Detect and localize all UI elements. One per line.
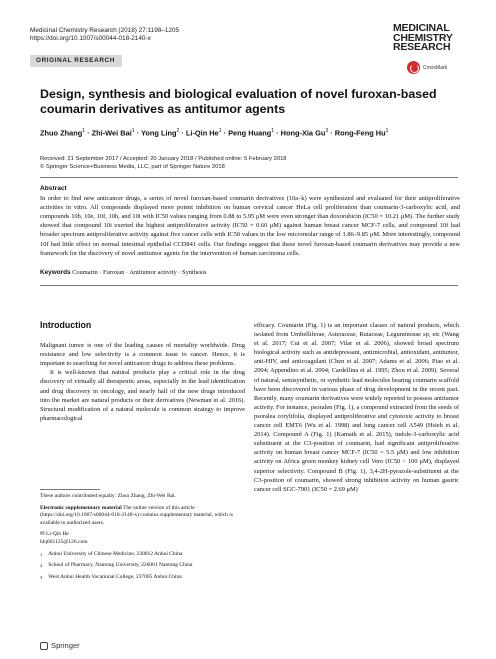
- esm-text: The online version of this article (https://doi.org/10.1007/s00044-018-2140-x) contains supplementary material, which is available to authorized users.: [40, 504, 233, 526]
- author-separator: ·: [221, 128, 229, 138]
- author-separator: ·: [85, 128, 92, 138]
- affiliation-number: 3: [40, 574, 43, 580]
- journal-header: [30, 27, 179, 43]
- abstract-section: [40, 184, 460, 258]
- logo-line: MEDICINAL: [393, 22, 450, 34]
- author-name: Peng Huang: [228, 128, 272, 138]
- contribution-note: These authors contributed equally: Zhuo Zhang, Zhi-Wei Bai.: [40, 493, 176, 499]
- affiliation-number: 2: [40, 563, 43, 569]
- corr-name: Li-Qin He: [45, 531, 69, 538]
- abstract-heading: Abstract: [40, 185, 67, 192]
- paragraph: It is well-known that natural products play a critical role in the drug discovery of virtually all therapeutic areas, especially in the lead identification and drug discovery in oncology, and nearly half of the new drugs introduced into the market are natural products or their derivatives (Newman et al. 2016). Structural modification of a natural molecule is common strategy to improve pharmacological: [40, 369, 245, 422]
- corresponding-author: [40, 531, 245, 546]
- affiliation-item: [40, 551, 245, 559]
- author-affiliation-mark: 1: [131, 128, 135, 134]
- footnotes: [40, 493, 245, 585]
- publication-dates: [40, 155, 460, 171]
- author-affiliation-mark: 1: [218, 128, 222, 134]
- paragraph: Malignant tumor is one of the leading causes of mortality worldwide. Drug resistance and low selectivity is a common issue to cancer. Hence, it is important to searching for novel anticancer drugs to address these problems.: [40, 342, 245, 368]
- dates-line: Received: 21 September 2017 / Accepted: 20 January 2018 / Published online: 5 February 2018: [40, 156, 287, 162]
- author-separator: ·: [179, 128, 186, 138]
- journal-citation: Medicinal Chemistry Research (2018) 27:1198–1205: [30, 27, 180, 34]
- author-affiliation-mark: 1: [385, 128, 389, 134]
- affiliation-item: [40, 562, 245, 570]
- publisher-logo: [40, 641, 80, 650]
- publisher-name: Springer: [51, 641, 80, 650]
- author-list: [40, 126, 460, 138]
- affiliation-number: 1: [40, 551, 43, 557]
- body-right-column: [254, 321, 459, 494]
- author-name: Hong-Xia Gu: [280, 128, 326, 138]
- esm-note: [40, 505, 245, 528]
- author-affiliation-mark: 1: [271, 128, 275, 134]
- divider: [40, 177, 458, 178]
- author-affiliation-mark: 2: [176, 128, 180, 134]
- crossmark-button[interactable]: [407, 61, 447, 74]
- body-left-column: [40, 321, 245, 423]
- section-heading: Introduction: [40, 320, 92, 330]
- author-separator: ·: [274, 128, 281, 138]
- author-name: Zhuo Zhang: [40, 128, 83, 138]
- abstract-text: In order to find new anticancer drugs, a series of novel furoxan-based coumarin derivatives (10a–k) were synthesized and evaluated for their antiproliferative activities in vitro. All compounds displayed more potent inhibition on human cervical cancer HeLa cell proliferation than coumarin-3-carboxylic acid, and compounds 10b, 10e, 10f, 10h, and 10i with IC50 values ranging from 0.88 to 5.95 μM were even stronger than doxorubicin (IC50 = 10.21 μM). The further study showed that compound 10i exerted the highest antiproliferative activity (IC50 = 0.60 μM) against human breast cancer MCF-7 cells, and compound 10f had broader spectrum antiproliferative activity against five cancer cells with IC50 values in the low micromolar range of 1.86–9.85 μM. More interestingly, compound 10f had little effect on normal intestinal epithelial CCD841 cells. Our findings suggest that these novel furoxan-based coumarin derivatives may provide a new framework for the discovery of novel antitumor agents for the intervention of human carcinoma cells.: [40, 195, 460, 257]
- affiliation-text: School of Pharmacy, Nantong University, 226001 Nantong China: [48, 562, 193, 569]
- mail-icon: ✉: [40, 531, 46, 538]
- author-name: Li-Qin He: [185, 128, 219, 138]
- author-affiliation-mark: 3: [325, 128, 329, 134]
- author-affiliation-mark: 1: [82, 128, 86, 134]
- affiliation-text: West Anhui Health Vocational College, 237005 Anhui China: [48, 573, 182, 580]
- affiliation-item: [40, 574, 245, 582]
- doi-link[interactable]: https://doi.org/10.1007/s00044-018-2140-x: [30, 35, 151, 43]
- author-name: Rong-Feng Hu: [334, 128, 386, 138]
- affiliation-list: [40, 551, 245, 582]
- author-name: Zhi-Wei Bai: [91, 128, 132, 138]
- esm-label: Electronic supplementary material: [40, 504, 122, 511]
- keywords-text: Coumarin · Furoxan · Antitumor activity · Synthesis: [72, 269, 207, 276]
- author-name: Yong Ling: [140, 128, 177, 138]
- affiliation-text: Anhui University of Chinese Medicine, 230012 Anhui China: [48, 550, 183, 557]
- footnote-divider: [40, 489, 100, 490]
- journal-logo: [393, 24, 453, 53]
- keywords-label: Keywords: [40, 269, 71, 276]
- logo-line: RESEARCH: [393, 41, 451, 54]
- article-type-badge: ORIGINAL RESEARCH: [30, 55, 122, 67]
- logo-line: CHEMISTRY: [393, 31, 453, 44]
- paragraph: efficacy. Coumarin (Fig. 1) is an important classes of natural products, which isolated from Umbelliferae, Asteraceae, Rutaceae, Leguminosae sp, etc (Wang et al. 2017; Cui et al. 2007; Vilar et al. 2006), showed broad spectrum biological activity such as antidepressant, antimicrobial, antioxidant, antitumor, anti-HIV, and anticoagulant (Chen et al. 2007; Adams et al. 2006; Piao et al. 2004; Appendino et al. 2004; Cardellina et al. 1995; Zhou et al. 2009). Several of natural, semisynthetic, or synthetic lead molecules bearing coumarin scaffold have been discovered in various phase of drug development in the recent past. Recently, many coumarin derivatives were widely reported to possess antitumor activity. For instance, psoralen (Fig. 1), a compound extracted from the seeds of psoralea corylifolia, displayed antiproliferative and cytotoxic activity to breast cancer cell EMT6 (Wu et al. 1998) and lung cancer cell A549 (Hsieh et al. 2014). Compound A (Fig. 1) (Kamath et al. 2015), indole-3-carboxylic acid substituent at the C3-position of coumarin, had significant antiproliferative activity on human breast cancer MCF-7 (IC50 = 5.5 μM) and low inhibition activity on Africa green monkey kidney cell Vero (IC50 > 100 μM), displayed superior selectivity. Compound B (Fig. 1), 3,4-2H-pyrazole-substituent at the C3-position of coumarin, showed strong inhibition activity on human gastric cancer cell SGC-7901 (IC50 = 2.69 μM): [254, 322, 459, 493]
- copyright-line: © Springer Science+Business Media, LLC, part of Springer Nature 2018: [40, 164, 225, 171]
- author-separator: ·: [134, 128, 141, 138]
- article-title: Design, synthesis and biological evaluation of novel furoxan-based coumarin derivatives as antitumor agents: [40, 87, 437, 116]
- author-separator: ·: [328, 128, 335, 138]
- divider: [40, 285, 458, 286]
- crossmark-label: CrossMark: [423, 64, 448, 71]
- crossmark-icon: [407, 61, 420, 74]
- springer-horse-icon: [40, 642, 48, 650]
- keywords-section: [40, 268, 460, 277]
- corr-email[interactable]: hlq661125@126.com: [40, 538, 88, 545]
